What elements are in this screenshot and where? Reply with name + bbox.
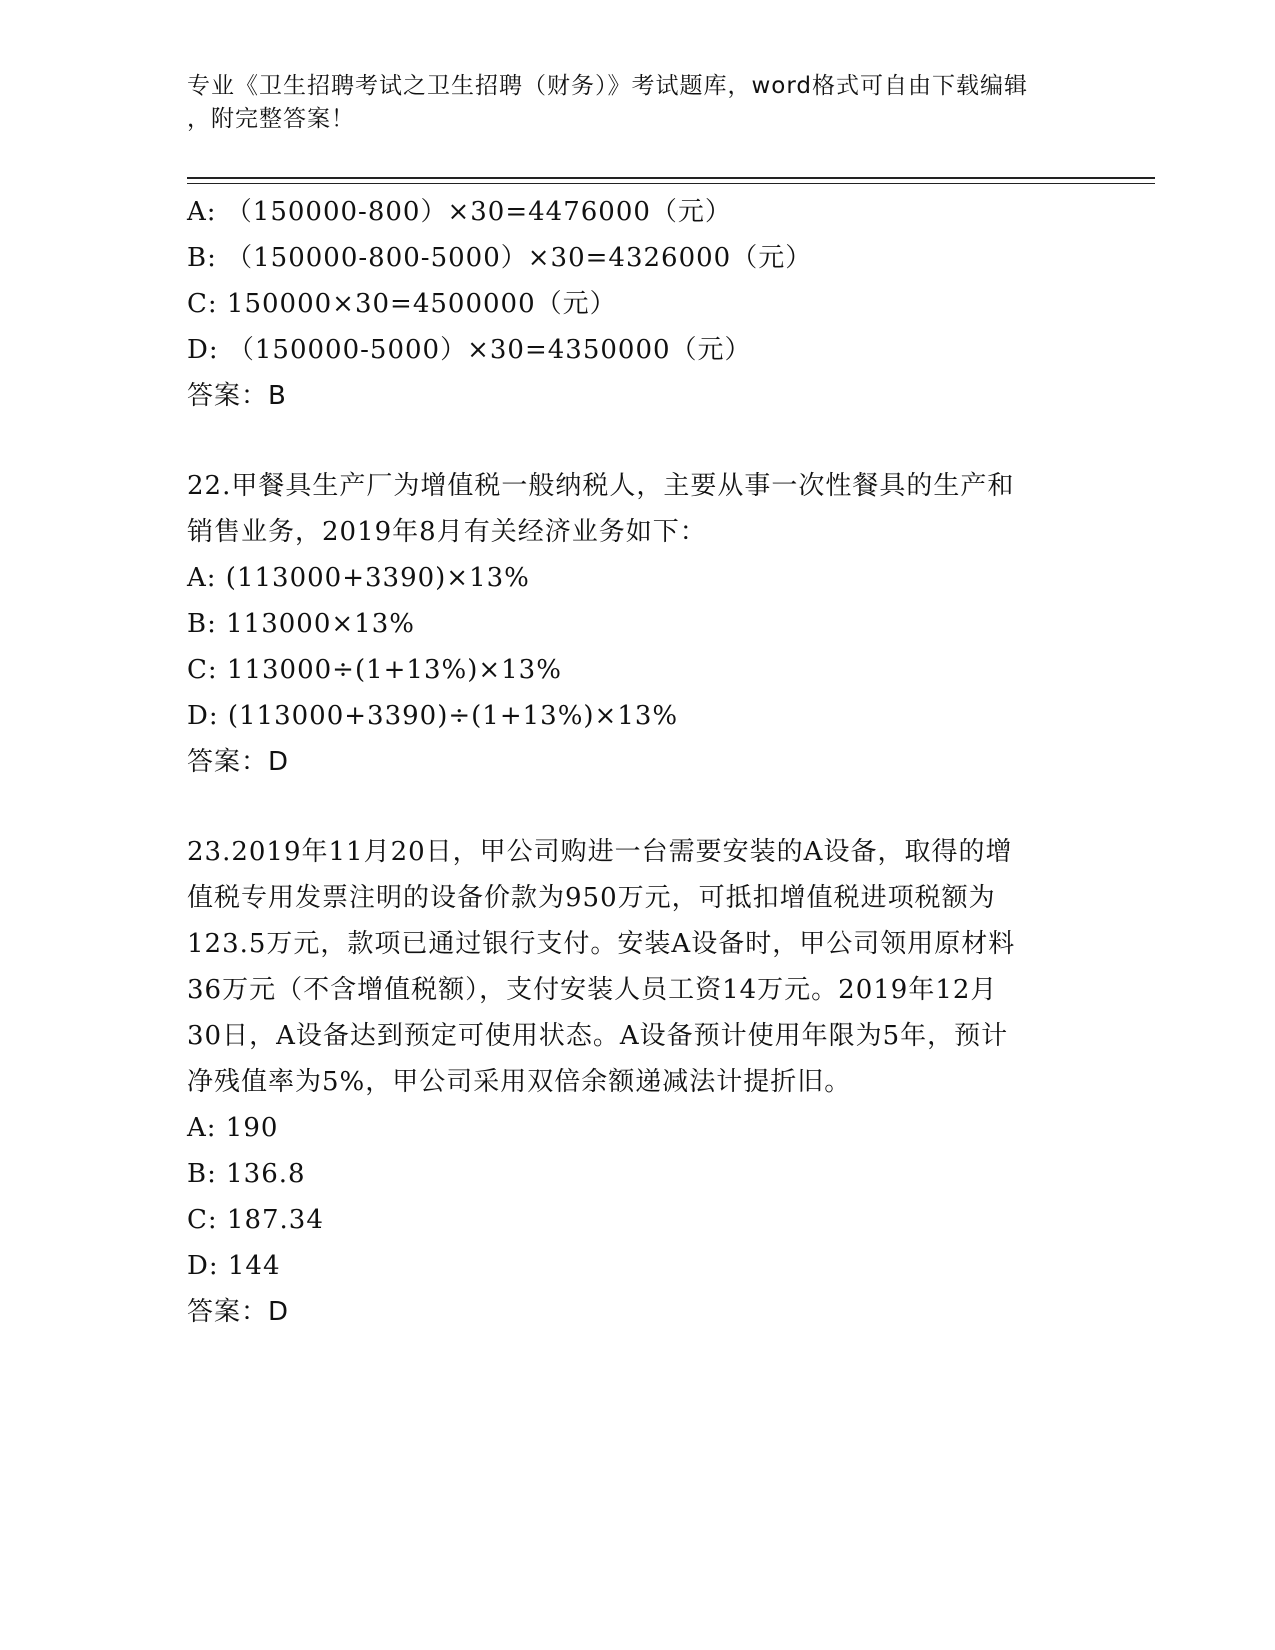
option-d: D: （150000-5000）×30=4350000（元） <box>187 335 752 365</box>
option-c: C: 150000×30=4500000（元） <box>187 289 617 319</box>
question-previous <box>187 189 1087 419</box>
document-title-line-2: ，附完整答案！ <box>187 106 355 132</box>
question-text-line: 123.5万元，款项已通过银行支付。安装A设备时，甲公司领用原材料 <box>187 929 1016 959</box>
answer-label: 答案：B <box>187 381 287 411</box>
header-divider-thin <box>187 183 1155 184</box>
question-text-line: 22.甲餐具生产厂为增值税一般纳税人，主要从事一次性餐具的生产和 <box>187 471 1015 501</box>
question-text-line: 销售业务，2019年8月有关经济业务如下： <box>187 517 707 547</box>
question-22 <box>187 463 1087 785</box>
answer-label: 答案：D <box>187 747 290 777</box>
option-c: C: 187.34 <box>187 1205 324 1235</box>
option-d: D: (113000+3390)÷(1+13%)×13% <box>187 701 679 731</box>
option-a: A: (113000+3390)×13% <box>187 563 530 593</box>
header-divider-thick <box>187 177 1155 179</box>
option-d: D: 144 <box>187 1251 281 1281</box>
option-a: A: （150000-800）×30=4476000（元） <box>187 197 732 227</box>
question-text-line: 36万元（不含增值税额），支付安装人员工资14万元。2019年12月 <box>187 975 998 1005</box>
question-text-line: 30日，A设备达到预定可使用状态。A设备预计使用年限为5年，预计 <box>187 1021 1009 1051</box>
option-a: A: 190 <box>187 1113 279 1143</box>
question-text-line: 值税专用发票注明的设备价款为950万元，可抵扣增值税进项税额为 <box>187 883 996 913</box>
option-b: B: （150000-800-5000）×30=4326000（元） <box>187 243 813 273</box>
page-header <box>187 70 1087 136</box>
document-body <box>187 189 1087 1335</box>
option-c: C: 113000÷(1+13%)×13% <box>187 655 562 685</box>
document-title-line-1: 专业《卫生招聘考试之卫生招聘（财务）》考试题库，word格式可自由下载编辑 <box>187 73 1029 99</box>
question-text-line: 23.2019年11月20日，甲公司购进一台需要安装的A设备，取得的增 <box>187 837 1013 867</box>
question-23 <box>187 829 1087 1335</box>
option-b: B: 136.8 <box>187 1159 306 1189</box>
option-b: B: 113000×13% <box>187 609 415 639</box>
question-text-line: 净残值率为5%，甲公司采用双倍余额递减法计提折旧。 <box>187 1067 852 1097</box>
answer-label: 答案：D <box>187 1297 290 1327</box>
